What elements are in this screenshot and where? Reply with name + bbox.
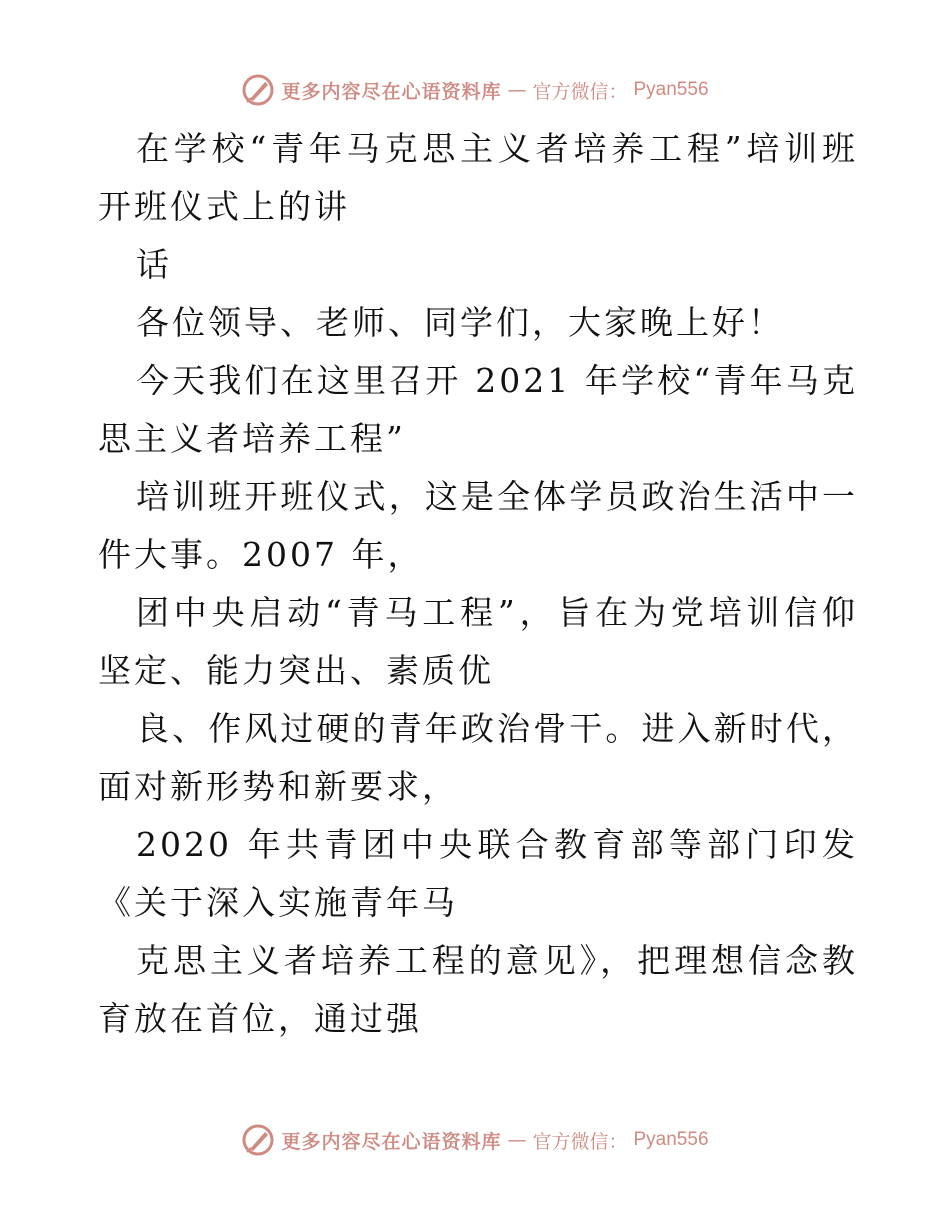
quill-logo-icon — [241, 73, 275, 107]
paragraph: 团中央启动“青马工程”，旨在为党培训信仰坚定、能力突出、素质优 — [98, 593, 858, 690]
banner-separator: — — [507, 79, 527, 101]
header-watermark-banner — [0, 70, 950, 110]
banner-text: 更多内容尽在心语资料库 — [281, 80, 502, 103]
paragraph-title: 在学校“青年马克思主义者培养工程”培训班开班仪式上的讲 — [98, 129, 858, 226]
banner-text: 更多内容尽在心语资料库 — [281, 1130, 502, 1153]
paragraph-title-tail: 话 — [136, 245, 172, 284]
banner-separator: — — [507, 1129, 527, 1151]
document-body — [98, 120, 858, 1048]
footer-watermark-banner — [0, 1120, 950, 1160]
paragraph: 今天我们在这里召开 2021 年学校“青年马克思主义者培养工程” — [98, 361, 858, 458]
paragraph-greeting: 各位领导、老师、同学们，大家晚上好！ — [136, 303, 784, 342]
wechat-id: Pyan556 — [633, 79, 709, 100]
paragraph: 2020 年共青团中央联合教育部等部门印发《关于深入实施青年马 — [98, 825, 858, 922]
paragraph: 良、作风过硬的青年政治骨干。进入新时代，面对新形势和新要求， — [98, 709, 858, 806]
paragraph: 培训班开班仪式，这是全体学员政治生活中一件大事。2007 年， — [98, 477, 858, 574]
wechat-id: Pyan556 — [633, 1129, 709, 1150]
wechat-label: 官方微信： — [532, 1130, 628, 1153]
quill-logo-icon — [241, 1123, 275, 1157]
paragraph: 克思主义者培养工程的意见》，把理想信念教育放在首位，通过强 — [98, 941, 858, 1038]
wechat-label: 官方微信： — [532, 80, 628, 103]
